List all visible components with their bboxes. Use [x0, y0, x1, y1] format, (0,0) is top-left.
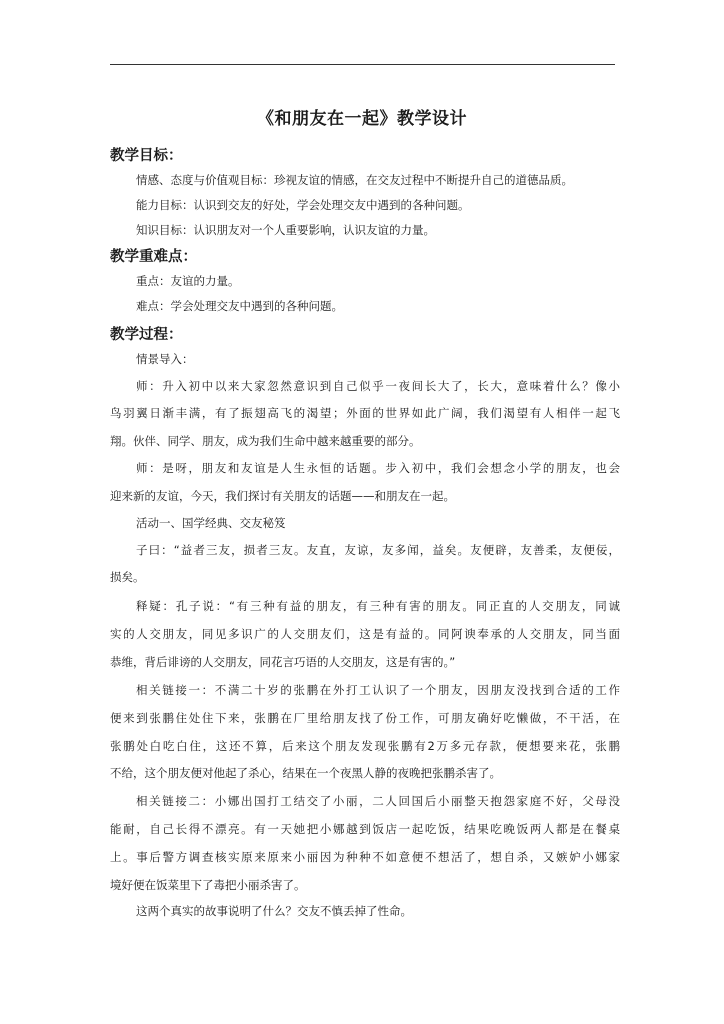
paragraph-line: 实的人交朋友，同见多识广的人交朋友们，这是有益的。同阿谀奉承的人交朋友，同当面	[110, 627, 620, 641]
paragraph-line: 情景导入：	[136, 352, 194, 366]
paragraph-line: 不给，这个朋友便对他起了杀心，结果在一个夜黑人静的夜晚把张鹏杀害了。	[110, 766, 501, 780]
paragraph-line: 相关链接二：小娜出国打工结交了小丽，二人回国后小丽整天抱怨家庭不好，父母没	[136, 794, 620, 808]
header-rule	[110, 64, 615, 65]
paragraph-line: 活动一、国学经典、交友秘笈	[136, 516, 286, 530]
paragraph-line: 迎来新的友谊，今天，我们探讨有关朋友的话题——和朋友在一起。	[110, 489, 455, 503]
paragraph-line: 师：是呀，朋友和友谊是人生永恒的话题。步入初中，我们会想念小学的朋友，也会	[136, 461, 620, 475]
paragraph-line: 释疑：孔子说：“有三种有益的朋友，有三种有害的朋友。同正直的人交朋友，同诚	[136, 599, 620, 613]
paragraph-line: 张鹏处白吃白住，这还不算，后来这个朋友发现张鹏有2万多元存款，便想要来花，张鹏	[110, 739, 620, 753]
paragraph-line: 能耐，自己长得不漂亮。有一天她把小娜越到饭店一起吃饭，结果吃晚饭两人都是在餐桌	[110, 822, 620, 836]
paragraph-line: 重点：友谊的力量。	[136, 274, 240, 288]
paragraph-line: 境好便在饭菜里下了毒把小丽杀害了。	[110, 878, 306, 892]
paragraph-line: 上。事后警方调查核实原来原来小丽因为种种不如意便不想活了，想自杀，又嫉妒小娜家	[110, 850, 620, 864]
paragraph-line: 恭维，背后诽谤的人交朋友，同花言巧语的人交朋友，这是有害的。”	[110, 655, 456, 669]
objectives-heading: 教学目标：	[110, 148, 183, 164]
paragraph-line: 知识目标：认识朋友对一个人重要影响，认识友谊的力量。	[136, 223, 435, 237]
key-points-heading: 教学重难点：	[110, 249, 197, 265]
paragraph-line: 损矣。	[110, 570, 145, 584]
paragraph-line: 翔。伙伴、同学、朋友，成为我们生命中越来越重要的部分。	[110, 434, 421, 448]
paragraph-line: 情感、态度与价值观目标：珍视友谊的情感，在交友过程中不断提升自己的道德品质。	[136, 173, 573, 187]
paragraph-line: 便来到张鹏住处住下来，张鹏在厂里给朋友找了份工作，可朋友确好吃懒做，不干活，在	[110, 711, 620, 725]
document-title: 《和朋友在一起》教学设计	[257, 109, 467, 129]
paragraph-line: 师：升入初中以来大家忽然意识到自己似乎一夜间长大了，长大，意味着什么？像小	[136, 379, 620, 393]
paragraph-line: 这两个真实的故事说明了什么？交友不慎丢掉了性命。	[136, 904, 412, 918]
paragraph-line: 子曰：“益者三友，损者三友。友直，友谅，友多闻，益矣。友便辟，友善柔，友便佞，	[136, 543, 620, 557]
paragraph-line: 鸟羽翼日渐丰满，有了振翅高飞的渴望；外面的世界如此广阔，我们渴望有人相伴一起飞	[110, 406, 620, 420]
paragraph-line: 能力目标：认识到交友的好处，学会处理交友中遇到的各种问题。	[136, 198, 470, 212]
paragraph-line: 相关链接一：不满二十岁的张鹏在外打工认识了一个朋友，因朋友没找到合适的工作	[136, 683, 620, 697]
paragraph-line: 难点：学会处理交友中遇到的各种问题。	[136, 299, 343, 313]
process-heading: 教学过程：	[110, 327, 183, 343]
